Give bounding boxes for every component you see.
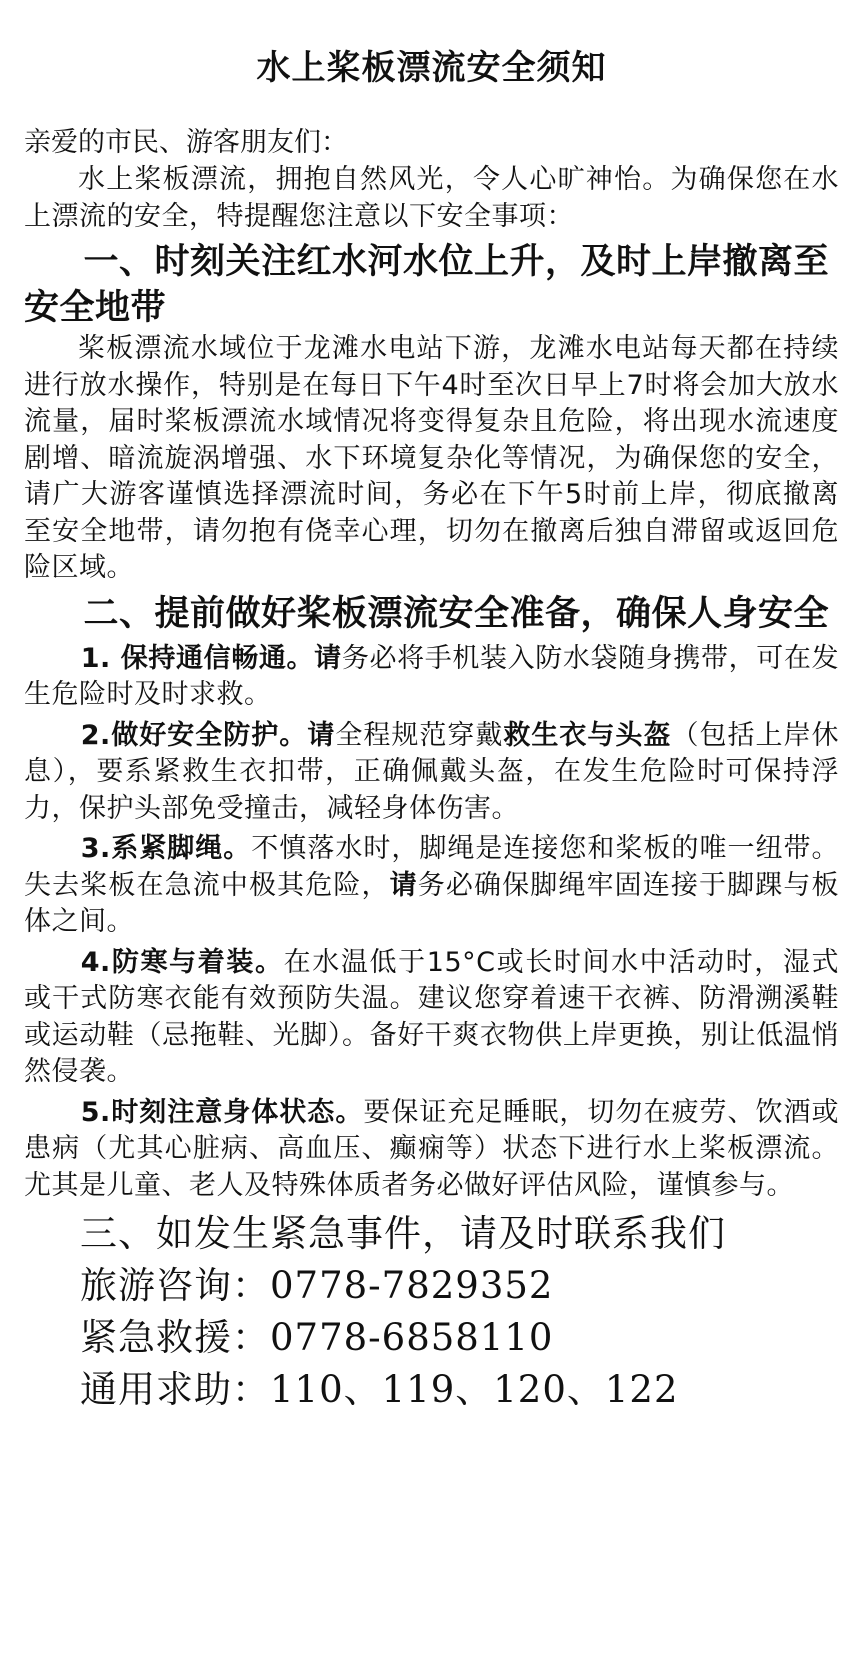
intro-paragraph: 水上桨板漂流，拥抱自然风光，令人心旷神怡。为确保您在水上漂流的安全，特提醒您注意以下安全事项： [24,164,839,232]
item-req: 请 [389,869,418,901]
contact-value: 110、119、120、122 [270,1368,679,1411]
notice-document [24,0,839,1416]
list-item [24,718,839,828]
contact-value: 0778-6858110 [270,1316,554,1359]
list-item [24,831,839,941]
item-text: 全程规范穿戴 [335,719,504,751]
item-req: 请 [314,642,342,674]
item-text: 务必将手机装入防水袋随身携带，可在发生危险时及时求救。 [24,642,840,710]
greeting: 亲爱的市民、游客朋友们： [24,127,348,158]
section3-heading: 三、如发生紧急事件，请及时联系我们 [80,1212,726,1255]
contact-line-general [80,1364,839,1416]
section2-heading: 二、提前做好桨板漂流安全准备，确保人身安全 [83,593,830,634]
item-lead: 1. 保持通信畅通。 [80,642,315,674]
contact-line-tourism [80,1260,839,1312]
list-item [24,1095,839,1205]
contact-label: 紧急救援： [80,1316,270,1359]
item-lead: 3.系紧脚绳。 [80,833,252,864]
item-text: 在水温低于15°C或长时间水中活动时，湿式或干式防寒衣能有效预防失温。建议您穿着速干衣裤、防滑溯溪鞋或运动鞋（忌拖鞋、光脚）。备好干爽衣物供上岸更换，别让低温悄然侵袭。 [24,946,839,1087]
item-lead: 2.做好安全防护。 [80,719,308,751]
contact-value: 0778-7829352 [270,1264,554,1307]
item-text: 不慎落水时，脚绳是连接您和桨板的唯一纽带。失去桨板在急流中极其危险， [24,833,840,901]
item-lead: 5.时刻注意身体状态。 [80,1096,364,1128]
item-lead: 4.防寒与着装。 [80,946,284,978]
page-title: 水上桨板漂流安全须知 [256,48,607,88]
contact-line-rescue [80,1312,839,1364]
section1-body: 桨板漂流水域位于龙滩水电站下游，龙滩水电站每天都在持续进行放水操作，特别是在每日下午4时至次日早上7时将会加大放水流量，届时桨板漂流水域情况将变得复杂且危险，将出现水流速度剧增、暗流旋涡增强、水下环境复杂化等情况，为确保您的安全，请广大游客谨慎选择漂流时间，务必在下午5时前上岸，彻底撤离至安全地带，请勿抱有侥幸心理，切勿在撤离后独自滞留或返回危险区域。 [24,333,839,583]
contact-label: 旅游咨询： [80,1264,270,1307]
item-tail: （包括上岸休息），要系紧救生衣扣带，正确佩戴头盔，在发生危险时可保持浮力，保护头部免受撞击，减轻身体伤害。 [24,719,840,824]
section1-heading: 一、时刻关注红水河水位上升，及时上岸撤离至安全地带 [24,242,830,328]
contact-label: 通用求助： [80,1368,270,1411]
item-strong: 救生衣与头盔 [503,719,672,751]
list-item [24,945,839,1091]
item-text: 要保证充足睡眠，切勿在疲劳、饮酒或患病（尤其心脏病、高血压、癫痫等）状态下进行水上桨板漂流。尤其是儿童、老人及特殊体质者务必做好评估风险，谨慎参与。 [24,1096,840,1201]
list-item [24,641,839,714]
item-tail: 务必确保脚绳牢固连接于脚踝与板体之间。 [24,869,839,937]
item-req: 请 [307,719,336,751]
